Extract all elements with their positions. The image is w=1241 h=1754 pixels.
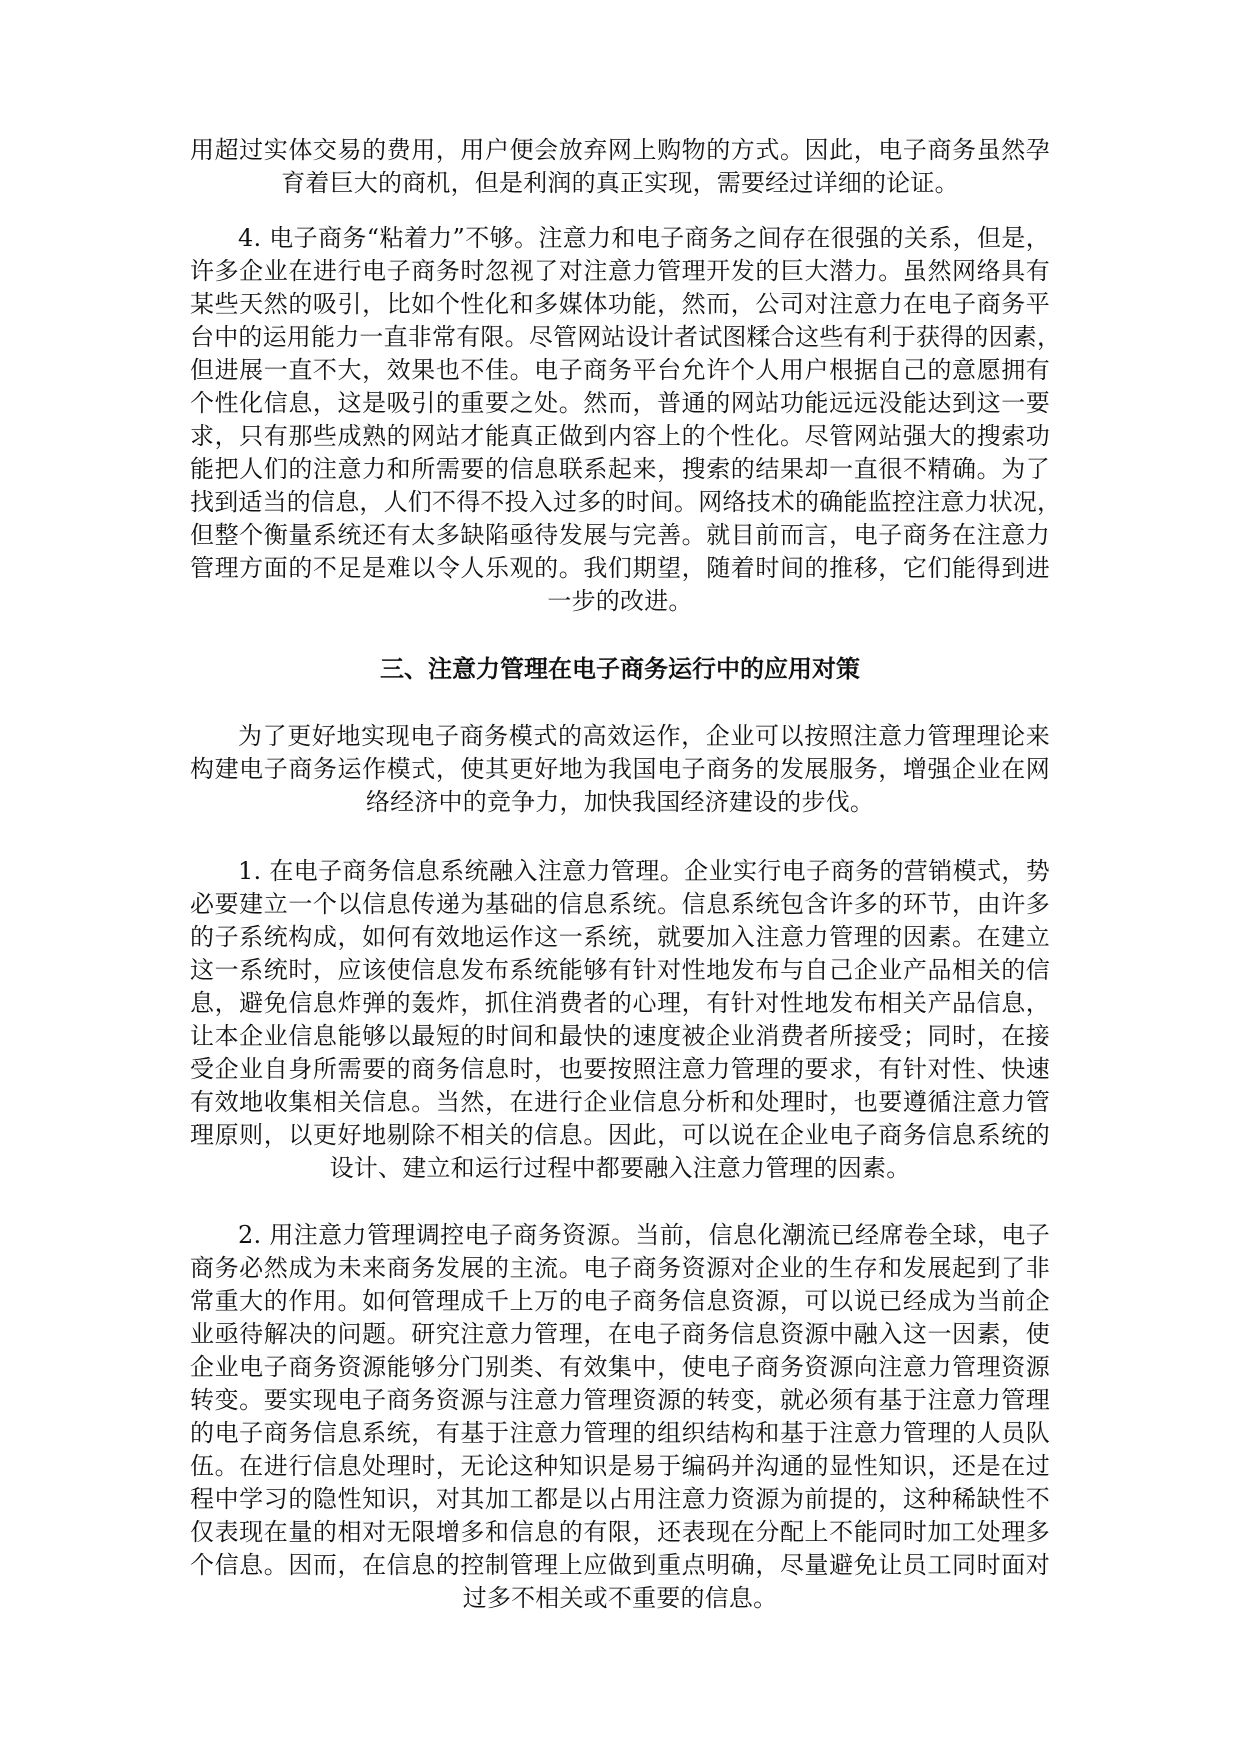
text-line: 2. 用注意力管理调控电子商务资源。当前，信息化潮流已经席卷全球，电子 [238,1221,1050,1249]
text-line: 息，避免信息炸弹的轰炸，抓住消费者的心理，有针对性地发布相关产品信息， [190,989,1050,1017]
text-line: 转变。要实现电子商务资源与注意力管理资源的转变，就必须有基于注意力管理 [190,1386,1050,1414]
text-line: 个信息。因而，在信息的控制管理上应做到重点明确，尽量避免让员工同时面对 [190,1551,1050,1579]
text-line: 构建电子商务运作模式，使其更好地为我国电子商务的发展服务，增强企业在网 [190,755,1050,783]
text-line: 的子系统构成，如何有效地运作这一系统，就要加入注意力管理的因素。在建立 [190,923,1050,951]
text-line: 业亟待解决的问题。研究注意力管理，在电子商务信息资源中融入这一因素，使 [190,1320,1050,1348]
text-line: 为了更好地实现电子商务模式的高效运作，企业可以按照注意力管理理论来 [238,722,1050,750]
text-line: 个性化信息，这是吸引的重要之处。然而，普通的网站功能远远没能达到这一要 [190,389,1050,417]
text-line: 络经济中的竞争力，加快我国经济建设的步伐。 [365,788,875,816]
text-line: 某些天然的吸引，比如个性化和多媒体功能，然而，公司对注意力在电子商务平 [190,290,1050,318]
text-line: 仅表现在量的相对无限增多和信息的有限，还表现在分配上不能同时加工处理多 [190,1518,1050,1546]
text-line: 必要建立一个以信息传递为基础的信息系统。信息系统包含许多的环节，由许多 [190,890,1050,918]
text-line: 找到适当的信息，人们不得不投入过多的时间。网络技术的确能监控注意力状况， [190,488,1062,516]
section-heading: 三、注意力管理在电子商务运行中的应用对策 [380,655,860,683]
text-line: 伍。在进行信息处理时，无论这种知识是易于编码并沟通的显性知识，还是在过 [190,1452,1050,1480]
text-line: 程中学习的隐性知识，对其加工都是以占用注意力资源为前提的，这种稀缺性不 [190,1485,1050,1513]
text-line: 理原则，以更好地剔除不相关的信息。因此，可以说在企业电子商务信息系统的 [190,1121,1050,1149]
text-line: 台中的运用能力一直非常有限。尽管网站设计者试图糅合这些有利于获得的因素， [190,323,1062,351]
text-line: 商务必然成为未来商务发展的主流。电子商务资源对企业的生存和发展起到了非 [190,1254,1050,1282]
text-line: 过多不相关或不重要的信息。 [462,1584,778,1612]
text-line: 能把人们的注意力和所需要的信息联系起来，搜索的结果却一直很不精确。为了 [190,455,1050,483]
text-line: 企业电子商务资源能够分门别类、有效集中，使电子商务资源向注意力管理资源 [190,1353,1050,1381]
text-line: 设计、建立和运行过程中都要融入注意力管理的因素。 [329,1154,911,1182]
text-line: 常重大的作用。如何管理成千上万的电子商务信息资源，可以说已经成为当前企 [190,1287,1050,1315]
text-line: 受企业自身所需要的商务信息时，也要按照注意力管理的要求，有针对性、快速 [190,1055,1050,1083]
text-line: 的电子商务信息系统，有基于注意力管理的组织结构和基于注意力管理的人员队 [190,1419,1050,1447]
text-line: 求，只有那些成熟的网站才能真正做到内容上的个性化。尽管网站强大的搜索功 [190,422,1050,450]
text-line: 许多企业在进行电子商务时忽视了对注意力管理开发的巨大潜力。虽然网络具有 [190,257,1050,285]
text-line: 管理方面的不足是难以令人乐观的。我们期望，随着时间的推移，它们能得到进 [190,554,1050,582]
text-line: 但进展一直不大，效果也不佳。电子商务平台允许个人用户根据自己的意愿拥有 [190,356,1050,384]
text-line: 4. 电子商务“粘着力”不够。注意力和电子商务之间存在很强的关系，但是， [238,224,1050,252]
text-line: 让本企业信息能够以最短的时间和最快的速度被企业消费者所接受；同时，在接 [190,1022,1050,1050]
text-line: 1. 在电子商务信息系统融入注意力管理。企业实行电子商务的营销模式，势 [238,857,1050,885]
text-line: 用超过实体交易的费用，用户便会放弃网上购物的方式。因此，电子商务虽然孕 [190,136,1050,164]
text-line: 有效地收集相关信息。当然，在进行企业信息分析和处理时，也要遵循注意力管 [190,1088,1050,1116]
text-line: 但整个衡量系统还有太多缺陷亟待发展与完善。就目前而言，电子商务在注意力 [190,521,1050,549]
text-line: 一步的改进。 [547,587,693,615]
text-line: 这一系统时，应该使信息发布系统能够有针对性地发布与自己企业产品相关的信 [190,956,1050,984]
text-line: 育着巨大的商机，但是利润的真正实现，需要经过详细的论证。 [281,169,959,197]
